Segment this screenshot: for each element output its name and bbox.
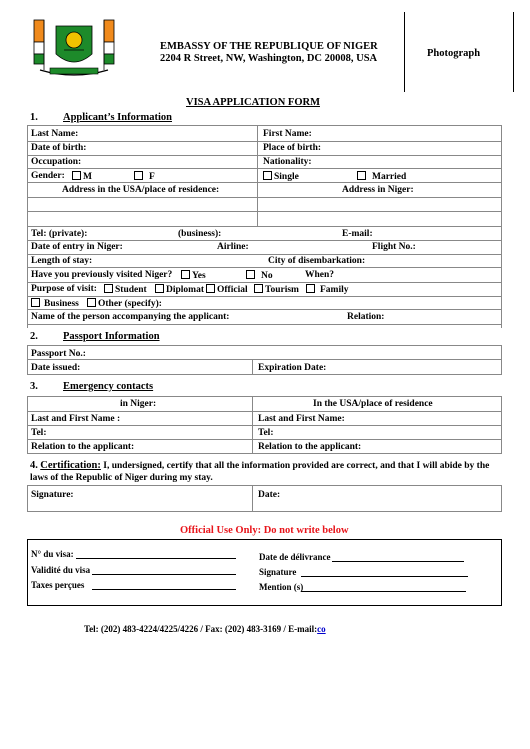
official-checkbox[interactable] — [206, 284, 215, 293]
purpose-tourism-option[interactable] — [254, 284, 299, 295]
family-checkbox[interactable] — [306, 284, 315, 293]
emergency-usa-tel: Tel: — [258, 428, 274, 438]
embassy-address: 2204 R Street, NW, Washington, DC 20008, USA — [160, 53, 378, 64]
visited-no-option[interactable] — [246, 270, 273, 281]
student-label: Student — [115, 285, 147, 295]
business-label: Business — [44, 299, 79, 309]
married-checkbox[interactable] — [357, 171, 366, 180]
signature-label: Signature: — [31, 490, 74, 500]
visa-number-line[interactable] — [76, 558, 236, 559]
coat-of-arms-logo — [28, 14, 120, 80]
official-label: Official — [217, 285, 248, 295]
mention-line[interactable] — [301, 591, 466, 592]
purpose-official-option[interactable] — [206, 284, 248, 295]
emergency-usa-relation: Relation to the applicant: — [258, 442, 362, 452]
visa-number-label: N° du visa: — [31, 549, 74, 559]
email-label: E-mail: — [342, 229, 373, 239]
yes-checkbox[interactable] — [181, 270, 190, 279]
female-checkbox[interactable] — [134, 171, 143, 180]
accompany-label: Name of the person accompanying the applicant: — [31, 312, 230, 322]
passport-no-label: Passport No.: — [31, 349, 86, 359]
pob-label: Place of birth: — [263, 143, 322, 153]
other-checkbox[interactable] — [87, 298, 96, 307]
visited-yes-option[interactable] — [181, 270, 206, 281]
diplomat-label: Diplomat — [166, 285, 204, 295]
relation-label: Relation: — [347, 312, 385, 322]
business-checkbox[interactable] — [31, 298, 40, 307]
first-name-label: First Name: — [263, 129, 312, 139]
section3-title: Emergency contacts — [63, 381, 154, 392]
address-usa-label: Address in the USA/place of residence: — [62, 185, 220, 195]
mention-label: Mention (s) — [259, 582, 304, 592]
single-option[interactable] — [263, 171, 299, 182]
purpose-label: Purpose of visit: — [31, 284, 97, 294]
embassy-name: EMBASSY OF THE REPUBLIQUE OF NIGER — [160, 41, 378, 52]
emergency-niger-relation: Relation to the applicant: — [31, 442, 135, 452]
entry-date-label: Date of entry in Niger: — [31, 242, 123, 252]
last-name-label: Last Name: — [31, 129, 79, 139]
student-checkbox[interactable] — [104, 284, 113, 293]
date-delivrance-label: Date de délivrance — [259, 552, 331, 562]
footer-contact-text: Tel: (202) 483-4224/4225/4226 / Fax: (202) 483-3169 / E-mail: — [84, 624, 318, 634]
footer-contacts — [84, 624, 455, 634]
length-stay-label: Length of stay: — [31, 256, 93, 266]
no-checkbox[interactable] — [246, 270, 255, 279]
tel-private-label: Tel: (private): — [31, 229, 88, 239]
purpose-diplomat-option[interactable] — [155, 284, 204, 295]
single-label: Single — [274, 172, 299, 182]
section4-title: Certification: — [40, 460, 101, 471]
official-signature-line[interactable] — [301, 576, 468, 577]
single-checkbox[interactable] — [263, 171, 272, 180]
gender-female-option[interactable] — [134, 171, 155, 182]
emergency-niger-header: in Niger: — [120, 399, 157, 409]
flight-no-label: Flight No.: — [372, 242, 416, 252]
diplomat-checkbox[interactable] — [155, 284, 164, 293]
section2-number: 2. — [30, 331, 38, 342]
photograph-box[interactable] — [404, 12, 514, 92]
purpose-family-option[interactable] — [306, 284, 349, 295]
section1-title: Applicant’s Information — [63, 112, 172, 123]
married-option[interactable] — [357, 171, 406, 182]
photograph-label: Photograph — [427, 48, 481, 59]
section3-number: 3. — [30, 381, 38, 392]
taxes-line[interactable] — [92, 589, 236, 590]
tourism-checkbox[interactable] — [254, 284, 263, 293]
date-label: Date: — [258, 490, 281, 500]
emergency-usa-name: Last and First Name: — [258, 414, 345, 424]
date-issued-label: Date issued: — [31, 363, 81, 373]
validite-line[interactable] — [92, 574, 236, 575]
section2-title: Passport Information — [63, 331, 160, 342]
gender-male-option[interactable] — [72, 171, 92, 182]
visited-question: Have you previously visited Niger? — [31, 270, 173, 280]
section1-number: 1. — [30, 112, 38, 123]
no-label: No — [261, 271, 273, 281]
female-label: F — [149, 172, 155, 182]
address-niger-label: Address in Niger: — [342, 185, 414, 195]
official-signature-label: Signature — [259, 567, 297, 577]
when-label: When? — [305, 270, 335, 280]
emergency-niger-name: Last and First Name : — [31, 414, 121, 424]
yes-label: Yes — [192, 271, 206, 281]
family-label: Family — [320, 285, 349, 295]
purpose-business-option[interactable] — [31, 298, 79, 309]
airline-label: Airline: — [217, 242, 249, 252]
expiration-label: Expiration Date: — [258, 363, 327, 373]
section4-number: 4. — [30, 460, 38, 471]
certification-text: I, undersigned, certify that all the information provided are correct, and that I will abide by the laws of the Republic of Niger during my stay. — [30, 461, 490, 483]
married-label: Married — [372, 172, 407, 182]
purpose-student-option[interactable] — [104, 284, 147, 295]
emergency-usa-header: In the USA/place of residence — [313, 399, 433, 409]
occupation-label: Occupation: — [31, 157, 82, 167]
date-delivrance-line[interactable] — [332, 561, 464, 562]
male-label: M — [83, 172, 92, 182]
official-use-title: Official Use Only: Do not write below — [180, 525, 349, 536]
other-label: Other (specify): — [98, 299, 162, 309]
footer-email-link[interactable]: co — [317, 624, 326, 634]
tel-business-label: (business): — [178, 229, 222, 239]
tourism-label: Tourism — [265, 285, 299, 295]
certification-block — [30, 460, 505, 484]
emergency-niger-tel: Tel: — [31, 428, 47, 438]
taxes-label: Taxes perçues — [31, 580, 85, 590]
form-title: VISA APPLICATION FORM — [186, 97, 320, 108]
city-disembark-label: City of disembarkation: — [268, 256, 366, 266]
nationality-label: Nationality: — [263, 157, 312, 167]
gender-label: Gender: — [31, 171, 65, 181]
purpose-other-option[interactable] — [87, 298, 162, 309]
validite-label: Validité du visa — [31, 565, 91, 575]
male-checkbox[interactable] — [72, 171, 81, 180]
dob-label: Date of birth: — [31, 143, 87, 153]
